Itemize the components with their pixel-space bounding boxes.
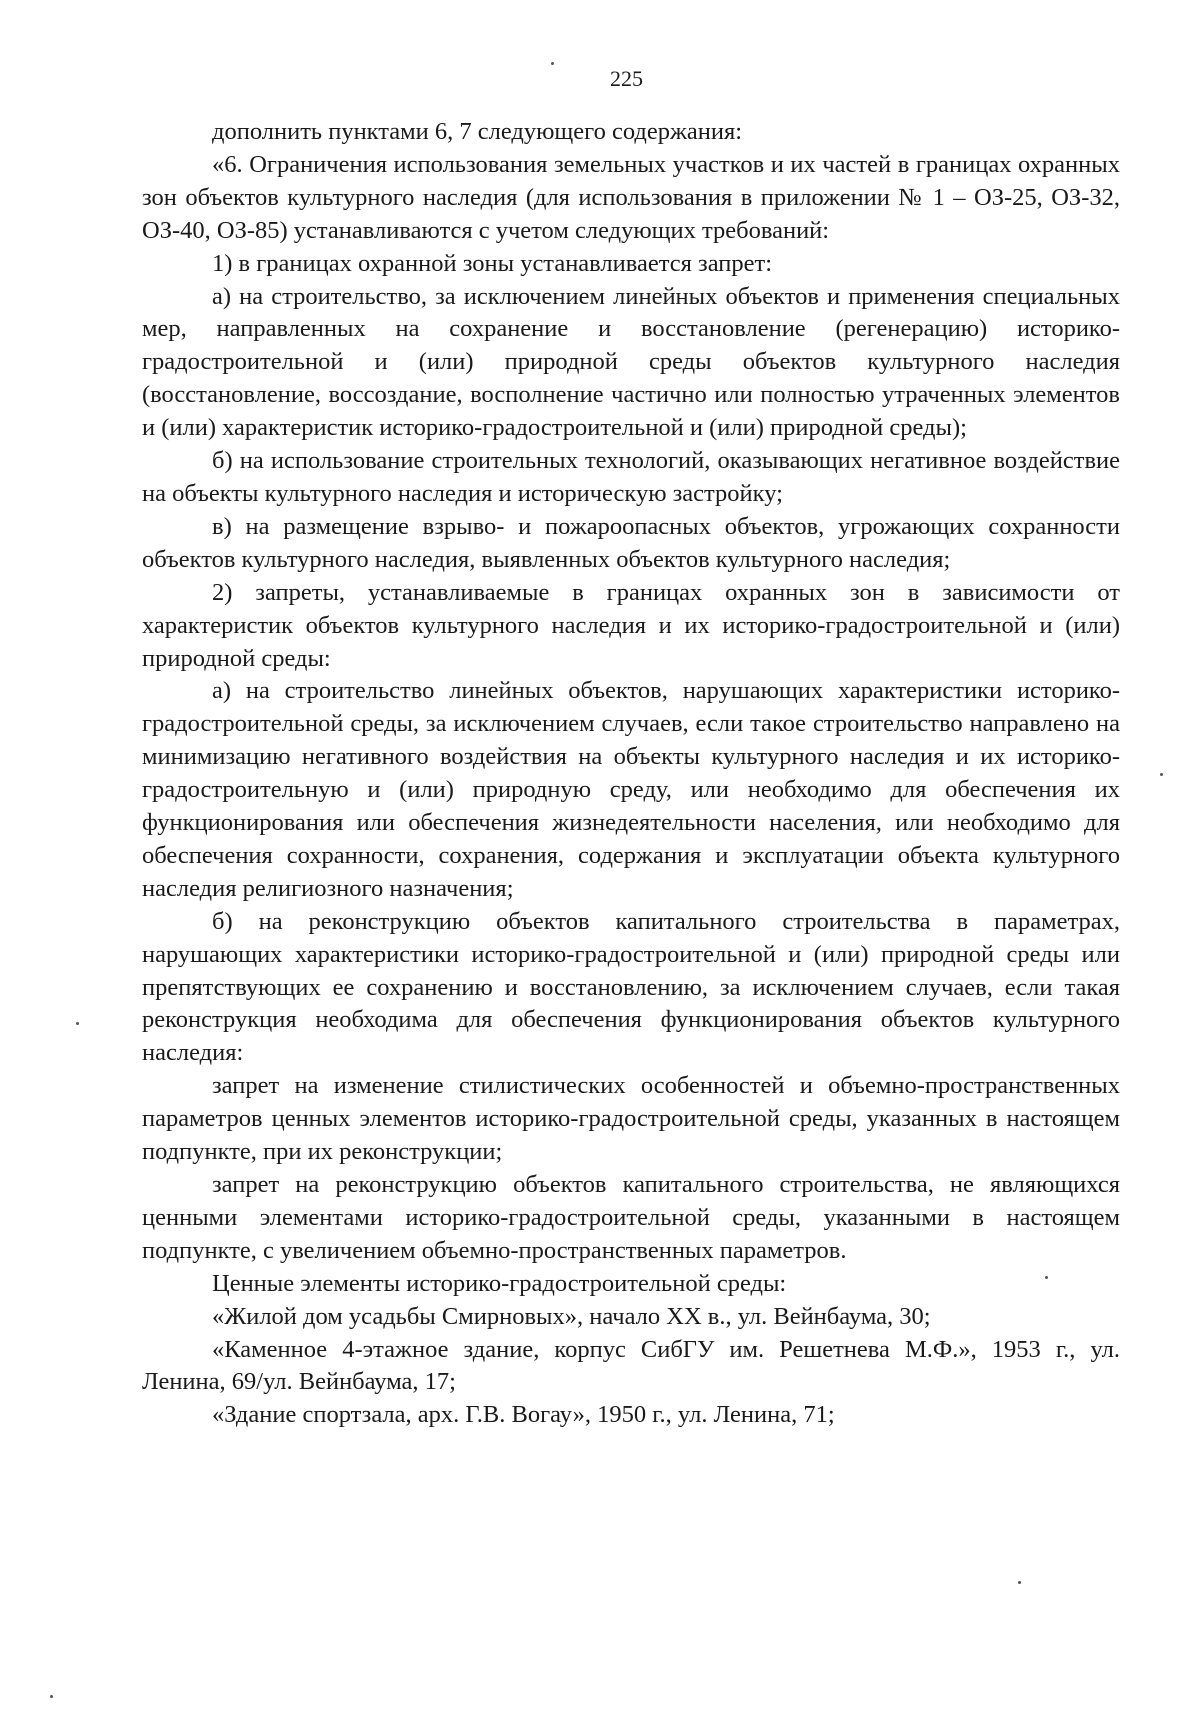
scan-speck	[50, 1695, 53, 1698]
paragraph-prohibition-style: запрет на изменение стилистических особенностей и объемно-пространственных параметров ценных элементов историко-градостроительной среды, указанных в настоящем подпункте, при их реконструкции;	[142, 1072, 1120, 1166]
document-body	[142, 116, 1120, 1432]
paragraph-valuable-elements-heading: Ценные элементы историко-градостроительной среды:	[212, 1269, 787, 1297]
paragraph-subitem-1a: а) на строительство, за исключением линейных объектов и применения специальных мер, направленных на сохранение и восстановление (регенерацию) историко-градостроительной и (или) природной среды объектов культурного наследия (восстановление, воссоздание, восполнение частично или полностью утраченных элементов и (или) характеристик историко-градостроительной и (или) природной среды);	[142, 282, 1120, 442]
scan-speck	[551, 62, 554, 65]
paragraph-item-6: «6. Ограничения использования земельных участков и их частей в границах охранных зон объектов культурного наследия (для использования в приложении № 1 – ОЗ-25, ОЗ-32, ОЗ-40, ОЗ-85) устанавливаются с учетом следующих требований:	[142, 150, 1120, 244]
list-item-valuable-element: «Жилой дом усадьбы Смирновых», начало XX в., ул. Вейнбаума, 30;	[212, 1302, 931, 1330]
paragraph-subitem-1c: в) на размещение взрыво- и пожароопасных объектов, угрожающих сохранности объектов культурного наследия, выявленных объектов культурного наследия;	[142, 512, 1120, 573]
scan-speck	[1160, 773, 1163, 776]
list-item-valuable-element: «Каменное 4-этажное здание, корпус СибГУ им. Решетнева М.Ф.», 1953 г., ул. Ленина, 69/ул. Вейнбаума, 17;	[142, 1335, 1120, 1396]
paragraph-intro: дополнить пунктами 6, 7 следующего содержания:	[212, 118, 743, 145]
list-item-valuable-element: «Здание спортзала, арх. Г.В. Вогау», 1950 г., ул. Ленина, 71;	[212, 1401, 835, 1429]
paragraph-subitem-2: 2) запреты, устанавливаемые в границах охранных зон в зависимости от характеристик объектов культурного наследия и их историко-градостроительной и (или) природной среды:	[142, 578, 1120, 672]
scan-speck	[76, 1022, 79, 1025]
page-number: 225	[610, 66, 643, 91]
paragraph-subitem-1b: б) на использование строительных технологий, оказывающих негативное воздействие на объекты культурного наследия и историческую застройку;	[142, 447, 1120, 507]
scan-speck	[1045, 1276, 1048, 1279]
paragraph-subitem-1: 1) в границах охранной зоны устанавливается запрет:	[212, 249, 773, 277]
paragraph-subitem-2b: б) на реконструкцию объектов капитального строительства в параметрах, нарушающих характеристики историко-градостроительной и (или) природной среды или препятствующих ее сохранению и восстановлению, за исключением случаев, если такая реконструкция необходима для обеспечения функционирования объектов культурного наследия:	[142, 907, 1120, 1067]
scan-speck	[1018, 1581, 1021, 1584]
paragraph-prohibition-reconstruction: запрет на реконструкцию объектов капитального строительства, не являющихся ценными элементами историко-градостроительной среды, указанными в настоящем подпункте, с увеличением объемно-пространственных параметров.	[142, 1171, 1120, 1264]
paragraph-subitem-2a: а) на строительство линейных объектов, нарушающих характеристики историко-градостроительной среды, за исключением случаев, если такое строительство направлено на минимизацию негативного воздействия на объекты культурного наследия и их историко-градостроительную и (или) природную среду, или необходимо для обеспечения их функционирования или обеспечения жизнедеятельности населения, или необходимо для обеспечения сохранности, сохранения, содержания и эксплуатации объекта культурного наследия религиозного назначения;	[142, 677, 1120, 902]
